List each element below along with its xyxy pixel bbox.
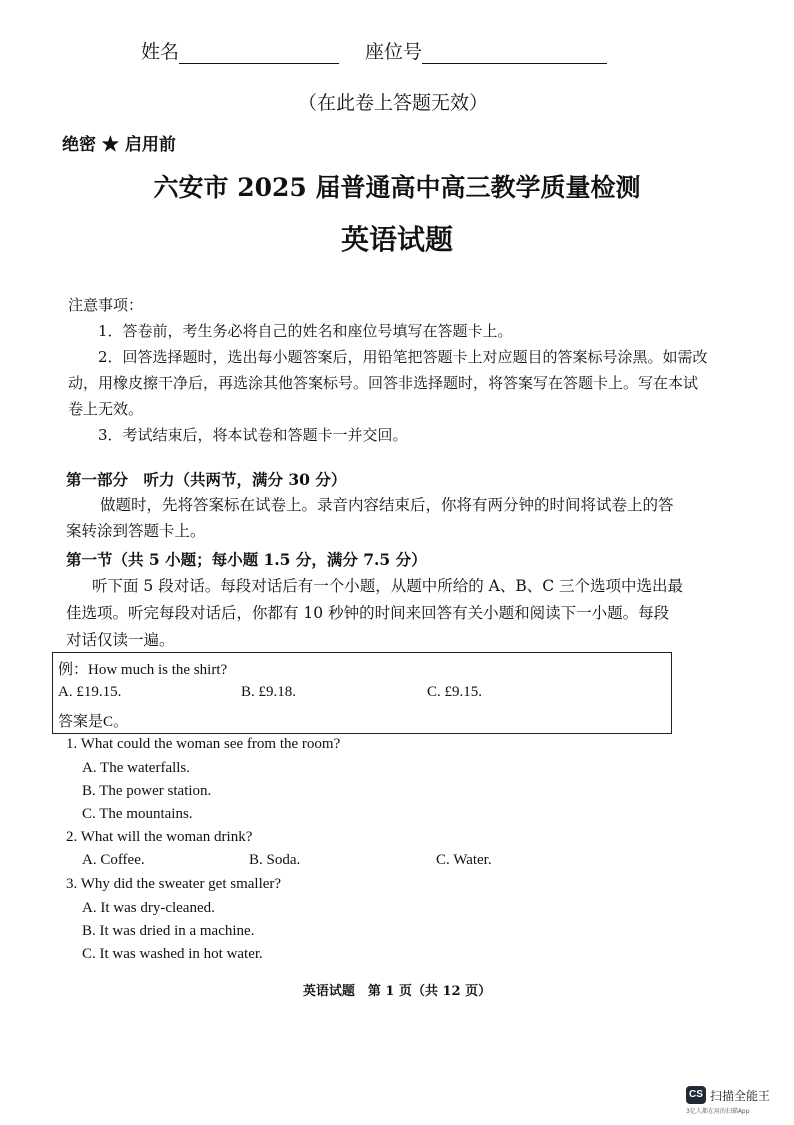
question-option: A. It was dry-cleaned. <box>82 900 215 916</box>
section1-line2: 佳选项。听完每段对话后，你都有 10 秒钟的时间来回答有关小题和阅读下一小题。每段 <box>66 604 670 622</box>
question-option: C. Water. <box>436 852 492 868</box>
example-option-a: A. £19.15. <box>58 684 122 700</box>
subject-title: 英语试题 <box>340 223 453 256</box>
question-option: B. The power station. <box>82 783 212 799</box>
section1-line1: 听下面 5 段对话。每段对话后有一个小题，从题中所给的 A、B、C 三个选项中选出最 <box>92 577 684 595</box>
question-option: C. The mountains. <box>82 806 193 822</box>
instruction-2-line1: 2．回答选择题时，选出每小题答案后，用铅笔把答题卡上对应题目的答案标号涂黑。如需改 <box>98 348 708 366</box>
instruction-2-line3: 卷上无效。 <box>68 400 144 418</box>
instruction-1: 1．答卷前，考生务必将自己的姓名和座位号填写在答题卡上。 <box>98 322 513 340</box>
question-option: C. It was washed in hot water. <box>82 946 263 962</box>
secret-mark: 绝密 ★ 启用前 <box>62 135 176 155</box>
exam-title: 六安市 2025 届普通高中高三教学质量检测 <box>153 173 641 202</box>
page-footer: 英语试题 第 1 页（共 12 页） <box>302 984 492 999</box>
question-option: A. The waterfalls. <box>82 760 191 776</box>
question-stem: 1. What could the woman see from the room? <box>66 736 341 752</box>
name-label: 姓名 <box>141 41 180 63</box>
question-option: B. It was dried in a machine. <box>82 923 255 939</box>
cs-logo-icon: CS <box>686 1086 706 1104</box>
seat-blank <box>422 43 607 64</box>
question-option: B. Soda. <box>249 852 301 868</box>
instruction-3: 3．考试结束后，将本试卷和答题卡一并交回。 <box>98 426 408 444</box>
instruction-2-line2: 动，用橡皮擦干净后，再选涂其他答案标号。回答非选择题时，将答案写在答题卡上。写在本试 <box>68 374 699 392</box>
section1-line3: 对话仅读一遍。 <box>66 631 175 649</box>
instructions-heading: 注意事项： <box>68 296 144 314</box>
watermark-brand: 扫描全能王 <box>710 1089 771 1103</box>
seat-field <box>365 37 607 64</box>
example-question: 例：How much is the shirt? <box>58 662 228 678</box>
question-option: A. Coffee. <box>82 852 145 868</box>
question-stem: 3. Why did the sweater get smaller? <box>66 876 282 892</box>
example-answer: 答案是C。 <box>58 714 129 730</box>
invalid-notice: （在此卷上答题无效） <box>298 92 489 114</box>
part1-desc-line1: 做题时，先将答案标在试卷上。录音内容结束后，你将有两分钟的时间将试卷上的答 <box>100 496 674 514</box>
scanner-watermark <box>686 1086 782 1118</box>
question-stem: 2. What will the woman drink? <box>66 829 253 845</box>
part1-heading: 第一部分 听力（共两节，满分 30 分） <box>66 470 347 489</box>
name-field <box>141 37 339 64</box>
watermark-tagline: 3亿人都在用的扫描App <box>686 1108 750 1115</box>
part1-desc-line2: 案转涂到答题卡上。 <box>66 522 206 540</box>
seat-label: 座位号 <box>365 41 423 63</box>
section1-heading: 第一节（共 5 小题；每小题 1.5 分，满分 7.5 分） <box>66 550 427 569</box>
name-blank <box>179 43 339 64</box>
example-option-c: C. £9.15. <box>427 684 483 700</box>
example-option-b: B. £9.18. <box>241 684 297 700</box>
